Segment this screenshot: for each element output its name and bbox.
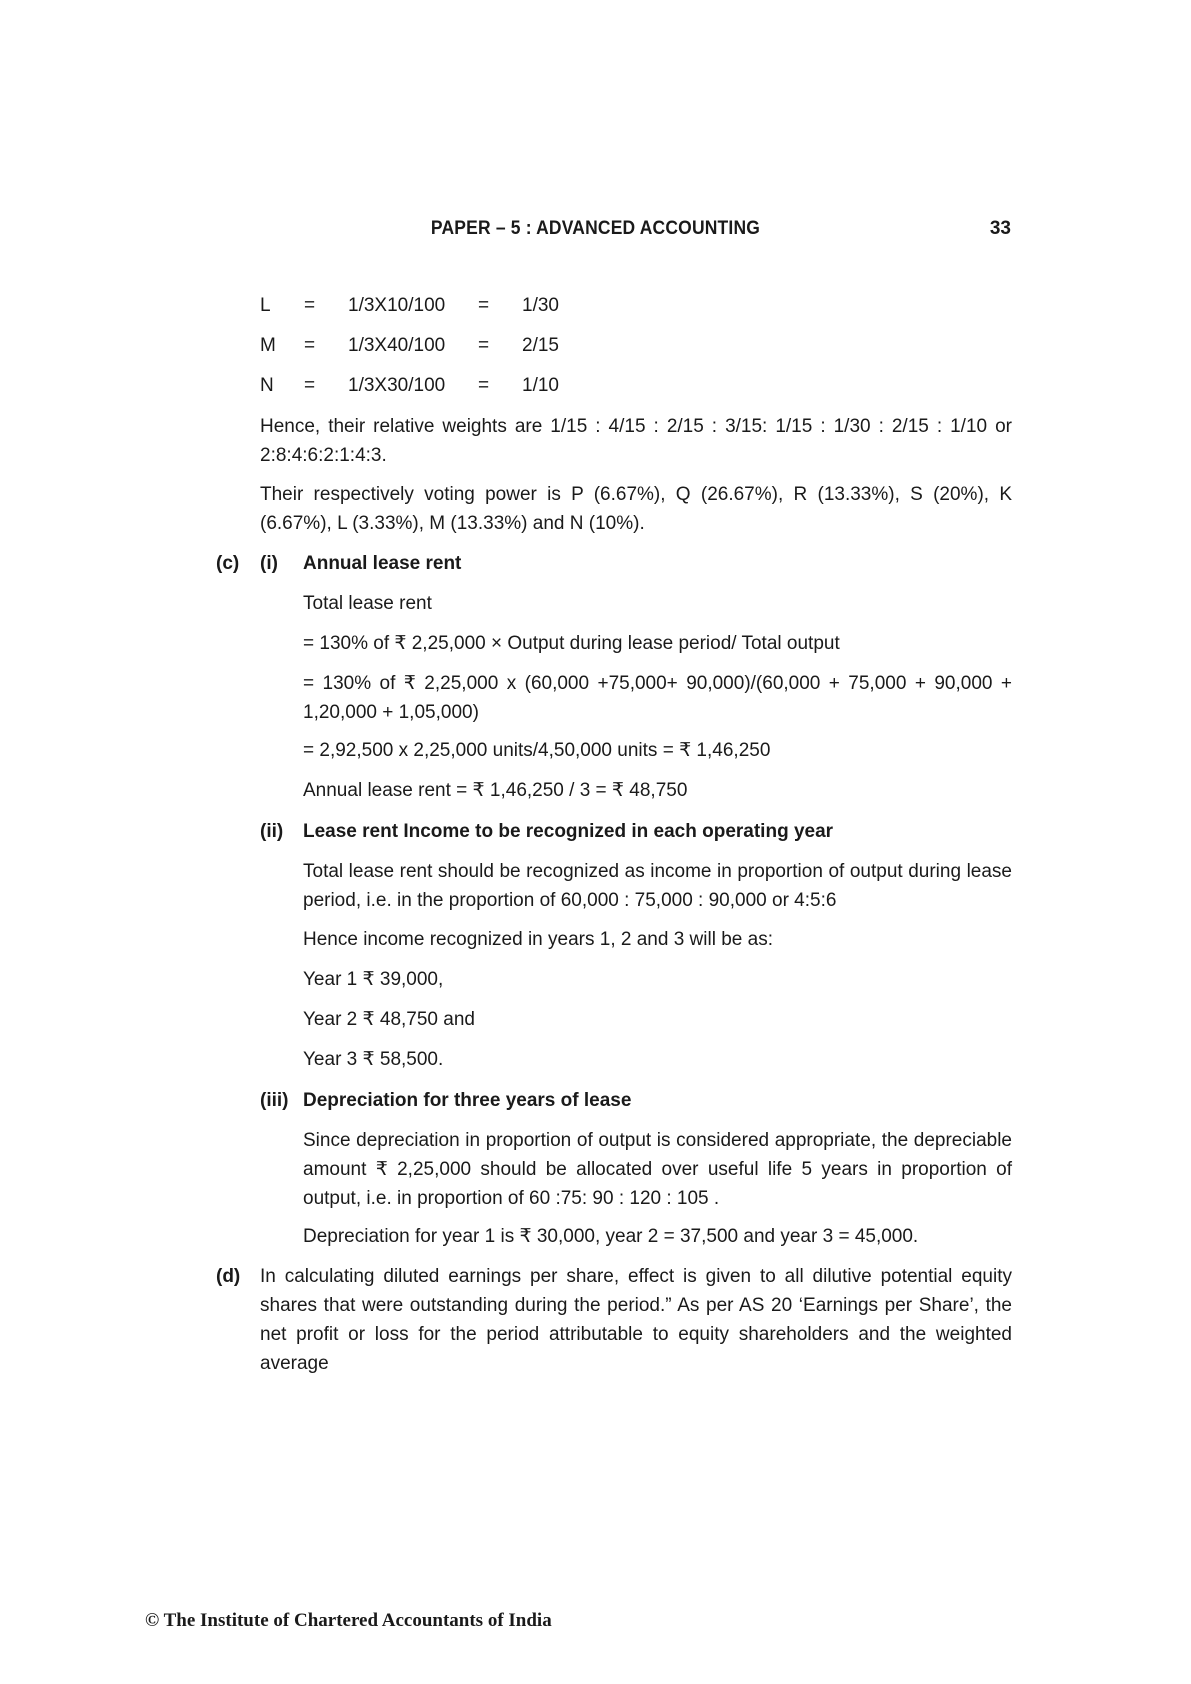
weight-expression: 1/3X40/100 [348, 335, 446, 356]
part-i-line: = 2,92,500 x 2,25,000 units/4,50,000 units = ₹ 1,46,250 [303, 740, 771, 761]
part-iii-line: Since depreciation in proportion of output is considered appropriate, the depreciable amount ₹ 2,25,000 should be allocated over useful life 5 years in proportion of output, i.e. in proportion of 60 :75: 90 : 120 : 105 . [303, 1130, 1012, 1209]
part-i-line: = 130% of ₹ 2,25,000 x (60,000 +75,000+ 90,000)/(60,000 + 75,000 + 90,000 + 1,20,000 + 1,05,000) [303, 673, 1012, 723]
part-i-line: = 130% of ₹ 2,25,000 × Output during lease period/ Total output [303, 633, 840, 654]
page-header-title: PAPER – 5 : ADVANCED ACCOUNTING [430, 218, 761, 239]
equals-sign: = [304, 295, 316, 316]
part-i-marker: (i) [260, 553, 278, 574]
part-ii-line: Year 3 ₹ 58,500. [303, 1049, 444, 1070]
copyright-footer: © The Institute of Chartered Accountants of India [145, 1610, 552, 1631]
part-ii-line: Hence income recognized in years 1, 2 and 3 will be as: [303, 929, 773, 950]
voting-power-paragraph: Their respectively voting power is P (6.67%), Q (26.67%), R (13.33%), S (20%), K (6.67%), L (3.33%), M (13.33%) and N (10%). [260, 484, 1012, 534]
part-ii-line: Year 2 ₹ 48,750 and [303, 1009, 475, 1030]
part-ii-line: Total lease rent should be recognized as income in proportion of output during lease period, i.e. in the proportion of 60,000 : 75,000 : 90,000 or 4:5:6 [303, 861, 1012, 911]
part-ii-marker: (ii) [260, 821, 284, 842]
part-ii-line: Year 1 ₹ 39,000, [303, 969, 444, 990]
weight-result: 1/30 [522, 295, 559, 316]
part-i-line: Total lease rent [303, 593, 432, 614]
section-c-marker: (c) [216, 553, 240, 574]
relative-weights-paragraph: Hence, their relative weights are 1/15 : 4/15 : 2/15 : 3/15: 1/15 : 1/30 : 2/15 : 1/10 or 2:8:4:6:2:1:4:3. [260, 416, 1012, 466]
weight-result: 2/15 [522, 335, 559, 356]
section-d-paragraph: In calculating diluted earnings per share, effect is given to all dilutive potential equity shares that were outstanding during the period.” As per AS 20 ‘Earnings per Share’, the net profit or loss for the period attributable to equity shareholders and the weighted average [260, 1266, 1012, 1374]
equals-sign: = [478, 375, 490, 396]
part-ii-heading: Lease rent Income to be recognized in each operating year [303, 821, 834, 842]
part-i-heading: Annual lease rent [303, 553, 462, 574]
page-number: 33 [989, 218, 1011, 239]
equals-sign: = [304, 335, 316, 356]
part-iii-heading: Depreciation for three years of lease [303, 1090, 632, 1111]
weight-label: L [260, 295, 271, 316]
weight-label: M [260, 335, 276, 356]
weight-label: N [260, 375, 274, 396]
weight-expression: 1/3X10/100 [348, 295, 446, 316]
weight-result: 1/10 [522, 375, 559, 396]
section-d-marker: (d) [216, 1266, 241, 1287]
part-iii-line: Depreciation for year 1 is ₹ 30,000, year 2 = 37,500 and year 3 = 45,000. [303, 1226, 919, 1247]
part-i-line: Annual lease rent = ₹ 1,46,250 / 3 = ₹ 48,750 [303, 780, 688, 801]
weight-expression: 1/3X30/100 [348, 375, 446, 396]
equals-sign: = [478, 335, 490, 356]
part-iii-marker: (iii) [260, 1090, 289, 1111]
equals-sign: = [304, 375, 316, 396]
equals-sign: = [478, 295, 490, 316]
